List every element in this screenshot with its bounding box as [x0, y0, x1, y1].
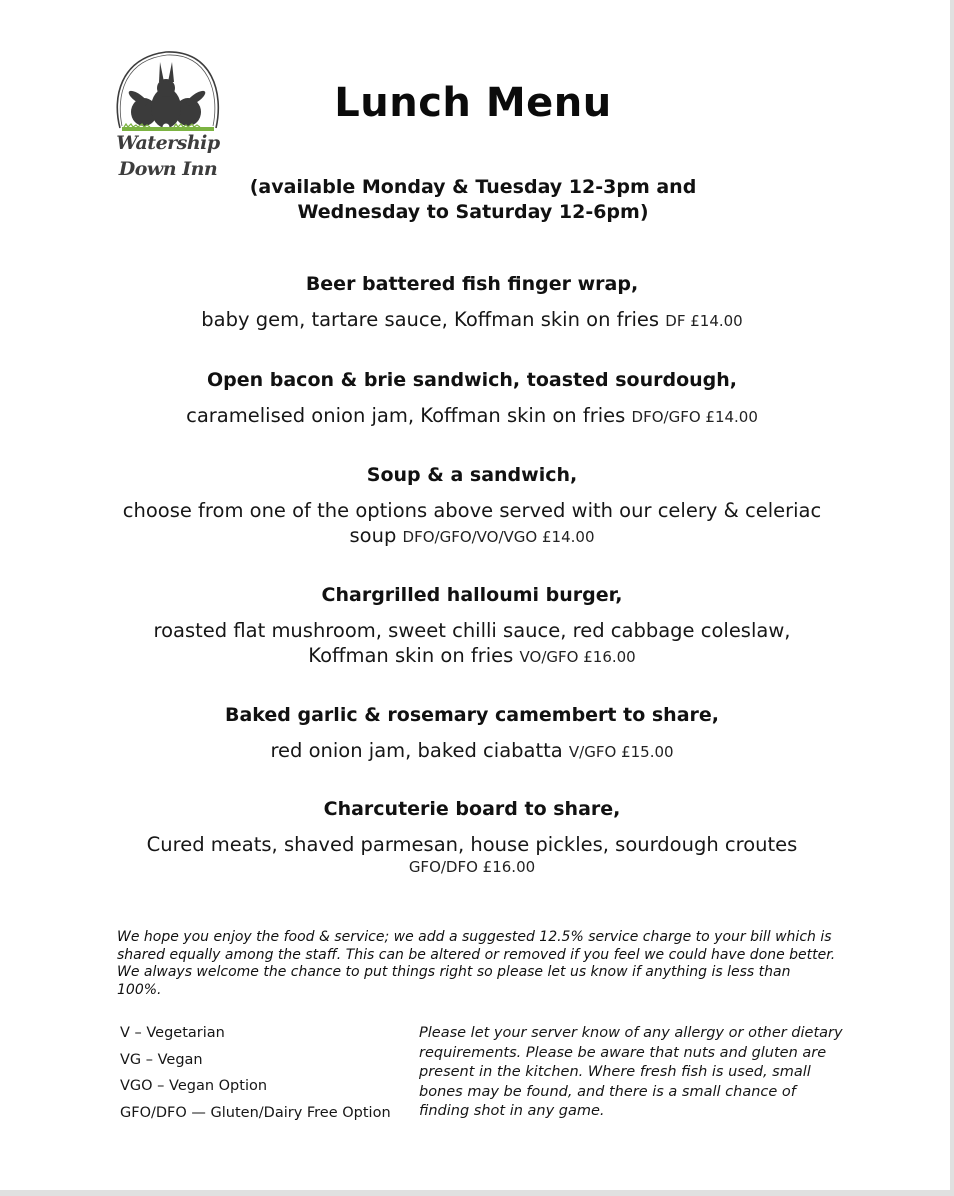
menu-item-description: [100, 832, 844, 877]
allergy-note: Please let your server know of any allergy or other dietary requirements. Please be aware that nuts and gluten are present in the kitchen. Where fresh fish is used, small bones may be found, and there is a small chance of finding shot in any game.: [419, 1025, 843, 1120]
menu-item-description: [100, 403, 844, 430]
legend-item: V – Vegetarian: [120, 1025, 225, 1041]
description-text: soup: [349, 524, 397, 547]
menu-item-description: [100, 738, 844, 765]
menu-item-name: Baked garlic & rosemary camembert to share,: [224, 704, 720, 726]
dietary-legend: [120, 1022, 410, 1128]
description-text: red onion jam, baked ciabatta: [270, 739, 563, 762]
menu-item-tags-price: DFO/GFO £14.00: [631, 408, 758, 426]
menu-item: [100, 703, 844, 765]
menu-item-tags-price: GFO/DFO £16.00: [408, 858, 536, 876]
legend-item: GFO/DFO — Gluten/Dairy Free Option: [120, 1104, 391, 1121]
menu-item-name: Charcuterie board to share,: [323, 798, 621, 820]
menu-item-name: Beer battered fish finger wrap,: [305, 273, 639, 295]
menu-item-name: Soup & a sandwich,: [366, 464, 578, 486]
menu-item: [100, 368, 844, 430]
description-line1: choose from one of the options above served with our celery & celeriac: [122, 499, 822, 522]
description-text: Koffman skin on fries: [308, 644, 514, 667]
description-line1: roasted flat mushroom, sweet chilli sauce, red cabbage coleslaw,: [153, 619, 791, 642]
menu-item: [100, 463, 844, 550]
menu-item-name: Open bacon & brie sandwich, toasted sourdough,: [206, 369, 737, 391]
legend-item: VG – Vegan: [120, 1051, 203, 1068]
legend-item: VGO – Vegan Option: [120, 1078, 268, 1095]
service-charge-note: We hope you enjoy the food & service; we add a suggested 12.5% service charge to your bill which is shared equally among the staff. This can be altered or removed if you feel we could have done better. We always welcome the chance to put things right so please let us know if anything is less than 100%.: [117, 929, 836, 998]
menu-item-name: Chargrilled halloumi burger,: [321, 584, 623, 606]
menu-item: [100, 583, 844, 670]
description-text: Cured meats, shaved parmesan, house pickles, sourdough croutes: [146, 833, 798, 856]
description-text: caramelised onion jam, Koffman skin on fries: [186, 404, 626, 427]
description-line2: [100, 643, 844, 670]
availability-hours: [0, 175, 946, 225]
menu-item-tags-price: DF £14.00: [665, 312, 743, 330]
logo-text-line2: Down Inn: [118, 158, 218, 180]
menu-item-description: [100, 618, 844, 670]
menu-item-description: [100, 498, 844, 550]
availability-line1: (available Monday & Tuesday 12-3pm and: [249, 176, 697, 198]
page-title: Lunch Menu: [334, 80, 612, 126]
menu-item-tags-price: V/GFO £15.00: [568, 743, 674, 761]
menu-item-tags-price: DFO/GFO/VO/VGO £14.00: [402, 528, 595, 546]
logo-text-line1: Watership: [116, 132, 220, 154]
availability-line2: Wednesday to Saturday 12-6pm): [297, 201, 649, 223]
menu-item-description: [100, 307, 844, 334]
description-line2: [100, 523, 844, 550]
menu-item: [100, 272, 844, 334]
description-text: baby gem, tartare sauce, Koffman skin on fries: [201, 308, 660, 331]
menu-item: [100, 797, 844, 877]
menu-item-tags-price: VO/GFO £16.00: [519, 648, 636, 666]
